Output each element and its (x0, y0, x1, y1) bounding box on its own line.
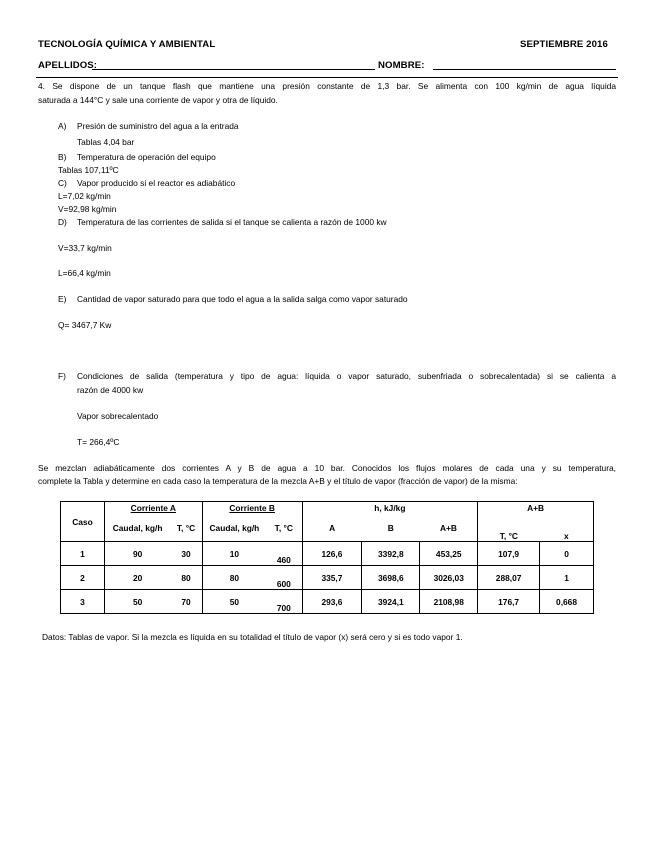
item-letter-a: A) (58, 121, 67, 131)
temp-a-cell: 30 (170, 542, 202, 566)
t-ab-cell: 288,07 (478, 566, 540, 590)
course-title: TECNOLOGÍA QUÍMICA Y AMBIENTAL (38, 39, 216, 50)
item-letter-b: B) (58, 152, 67, 162)
answer-d-liquid: L=66,4 kg/min (58, 268, 111, 278)
h-a-cell: 126,6 (302, 542, 362, 566)
item-letter-d: D) (58, 217, 67, 227)
item-text-a: Presión de suministro del agua a la entrada (77, 121, 239, 131)
caso-cell: 1 (61, 542, 105, 566)
temp-b-cell: 460 (266, 542, 302, 566)
h-ab-cell: 2108,98 (420, 590, 478, 614)
temp-b-header: T, °C (266, 515, 302, 542)
caudal-b-cell: 10 (202, 542, 266, 566)
temp-a-cell: 70 (170, 590, 202, 614)
table-row (61, 542, 594, 566)
mixing-table (60, 501, 594, 614)
exam-date: SEPTIEMBRE 2016 (520, 39, 608, 50)
nombre-label: NOMBRE: (378, 60, 425, 71)
nombre-field[interactable] (433, 69, 616, 70)
answer-f-temp: T= 266,4ºC (77, 437, 120, 447)
h-a-cell: 293,6 (302, 590, 362, 614)
x-cell: 0,668 (540, 590, 594, 614)
h-b-cell: 3392,8 (362, 542, 420, 566)
table-row (61, 566, 594, 590)
caudal-b-cell: 50 (202, 590, 266, 614)
table-row (61, 590, 594, 614)
datos-note: Datos: Tablas de vapor. Si la mezcla es líquida en su totalidad el título de vapor (x) será cero y si es todo vapor 1. (42, 632, 463, 642)
apellidos-label: APELLIDOS: (38, 60, 98, 71)
h-ab-header: A+B (420, 515, 478, 542)
x-cell: 1 (540, 566, 594, 590)
h-ab-cell: 453,25 (420, 542, 478, 566)
x-cell: 0 (540, 542, 594, 566)
corriente-a-header: Corriente A (130, 503, 176, 514)
item-text-d: Temperatura de las corrientes de salida si el tanque se calienta a razón de 1000 kw (77, 217, 387, 227)
item-letter-e: E) (58, 294, 67, 304)
item-letter-c: C) (58, 178, 67, 188)
answer-e: Q= 3467,7 Kw (58, 320, 112, 330)
item-text-b: Temperatura de operación del equipo (77, 152, 216, 162)
caso-header: Caso (61, 502, 105, 542)
temp-b-cell: 600 (266, 566, 302, 590)
caudal-a-cell: 50 (104, 590, 170, 614)
t-ab-cell: 176,7 (478, 590, 540, 614)
t-ab-header: T, °C (478, 515, 540, 542)
h-b-cell: 3924,1 (362, 590, 420, 614)
item-text-f: Condiciones de salida (temperatura y tipo de agua: líquida o vapor saturado, subenfriada o sobrecalentada) si se calienta a (77, 371, 616, 381)
h-a-header: A (302, 515, 362, 542)
temp-a-cell: 80 (170, 566, 202, 590)
item-letter-f: F) (58, 371, 66, 381)
answer-b: Tablas 107,11ºC (58, 165, 119, 175)
h-b-header: B (362, 515, 420, 542)
caudal-a-header: Caudal, kg/h (104, 515, 170, 542)
caudal-b-header: Caudal, kg/h (202, 515, 266, 542)
item-text-f-cont: razón de 4000 kw (77, 385, 144, 395)
answer-f-state: Vapor sobrecalentado (77, 411, 159, 421)
item-text-c: Vapor producido si el reactor es adiabático (77, 178, 236, 188)
caudal-a-cell: 90 (104, 542, 170, 566)
answer-c-liquid: L=7,02 kg/min (58, 191, 111, 201)
h-a-cell: 335,7 (302, 566, 362, 590)
h-ab-cell: 3026,03 (420, 566, 478, 590)
corriente-b-header: Corriente B (229, 503, 275, 514)
problem4-statement-line2: saturada a 144°C y sale una corriente de vapor y otra de líquido. (38, 95, 278, 105)
caso-cell: 2 (61, 566, 105, 590)
problem4-statement-line1: 4. Se dispone de un tanque flash que mantiene una presión constante de 1,3 bar. Se alimenta con 100 kg/min de agua líquida (38, 81, 616, 91)
answer-a: Tablas 4,04 bar (77, 137, 135, 147)
caudal-a-cell: 20 (104, 566, 170, 590)
caso-cell: 3 (61, 590, 105, 614)
problem5-statement-line1: Se mezclan adiabáticamente dos corrientes A y B de agua a 10 bar. Conocidos los flujos molares de cada una y su temperatura, (38, 463, 616, 473)
header-divider (36, 77, 618, 78)
problem5-statement-line2: complete la Tabla y determine en cada caso la temperatura de la mezcla A+B y el título de vapor (fracción de vapor) de la misma: (38, 476, 518, 486)
x-header: x (540, 515, 594, 542)
caudal-b-cell: 80 (202, 566, 266, 590)
answer-d-vapor: V=33,7 kg/min (58, 243, 112, 253)
apellidos-field[interactable] (92, 69, 375, 70)
t-ab-cell: 107,9 (478, 542, 540, 566)
temp-b-cell: 700 (266, 590, 302, 614)
h-b-cell: 3698,6 (362, 566, 420, 590)
item-text-e: Cantidad de vapor saturado para que todo el agua a la salida salga como vapor saturado (77, 294, 408, 304)
h-header: h, kJ/kg (302, 502, 478, 515)
temp-a-header: T, °C (170, 515, 202, 542)
answer-c-vapor: V=92,98 kg/min (58, 204, 117, 214)
ab-header: A+B (478, 502, 594, 515)
